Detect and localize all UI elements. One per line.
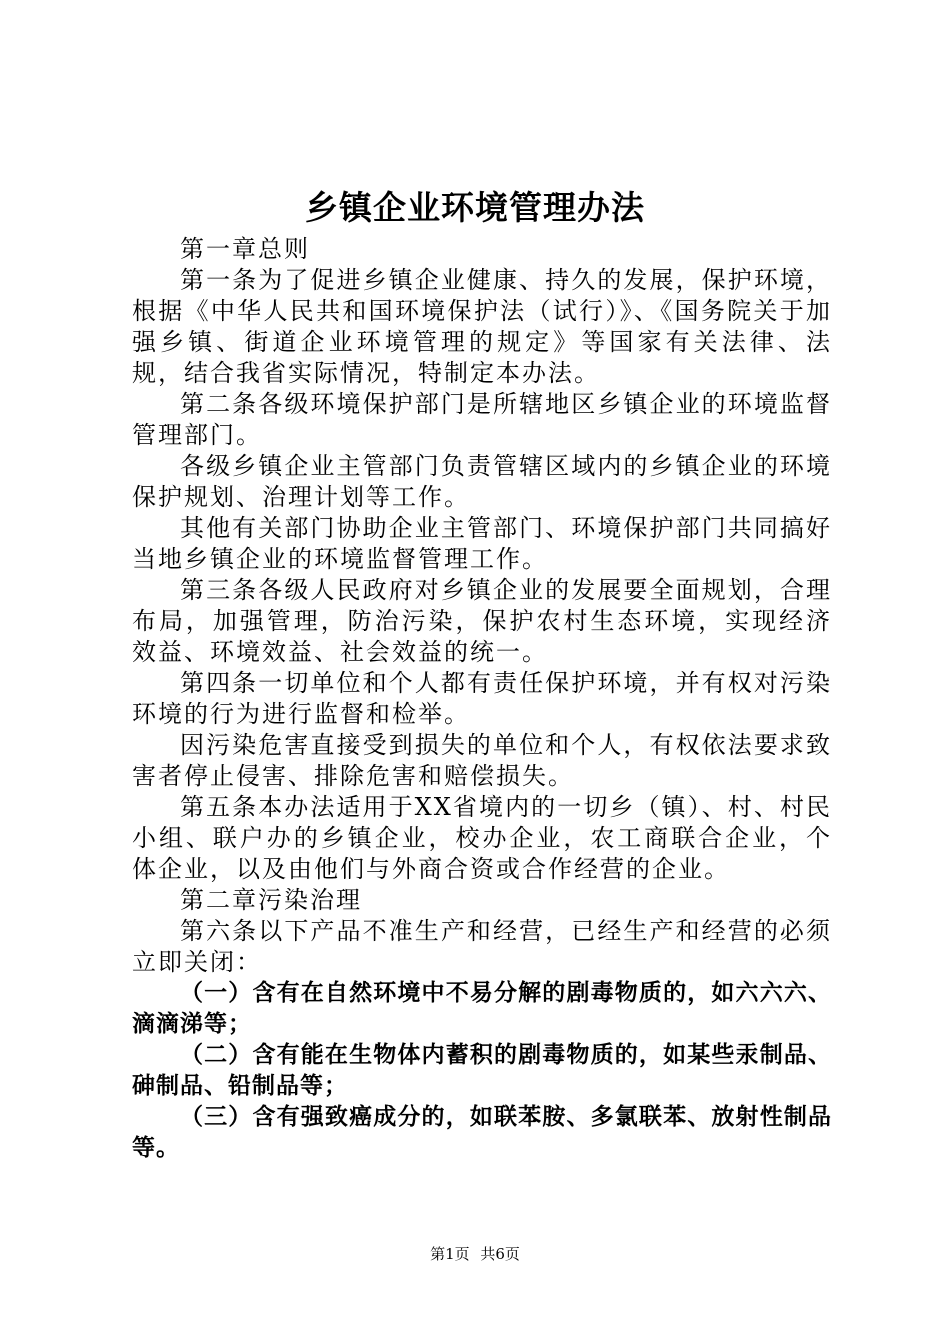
page-total: 共6页 [480,1245,520,1263]
list-item: （二）含有能在生物体内蓄积的剧毒物质的，如某些汞制品、砷制品、铅制品等； [132,1042,832,1099]
article-paragraph: 第六条以下产品不准生产和经营，已经生产和经营的必须立即关闭： [132,917,832,976]
article-paragraph: 第二条各级环境保护部门是所辖地区乡镇企业的环境监督管理部门。 [132,390,832,449]
article-paragraph: 第四条一切单位和个人都有责任保护环境，并有权对污染环境的行为进行监督和检举。 [132,669,832,728]
document-title: 乡镇企业环境管理办法 [305,188,645,227]
chapter-heading: 第一章总则 [180,235,310,263]
page-number: 第1页 [430,1245,470,1263]
chapter-heading: 第二章污染治理 [180,886,362,914]
article-paragraph: 第一条为了促进乡镇企业健康、持久的发展，保护环境，根据《中华人民共和国环境保护法（试行）》、《国务院关于加强乡镇、街道企业环境管理的规定》等国家有关法律、法规，结合我省实际情况，特制定本办法。 [132,266,832,387]
article-paragraph: 各级乡镇企业主管部门负责管辖区域内的乡镇企业的环境保护规划、治理计划等工作。 [132,452,832,511]
list-item: （一）含有在自然环境中不易分解的剧毒物质的，如六六六、滴滴涕等； [132,980,832,1037]
article-paragraph: 因污染危害直接受到损失的单位和个人，有权依法要求致害者停止侵害、排除危害和赔偿损失。 [132,731,832,790]
document-body [132,234,832,1164]
article-paragraph: 第三条各级人民政府对乡镇企业的发展要全面规划，合理布局，加强管理，防治污染，保护农村生态环境，实现经济效益、环境效益、社会效益的统一。 [132,576,832,666]
article-paragraph: 其他有关部门协助企业主管部门、环境保护部门共同搞好当地乡镇企业的环境监督管理工作。 [132,514,832,573]
article-paragraph: 第五条本办法适用于XX省境内的一切乡（镇）、村、村民小组、联户办的乡镇企业，校办企业，农工商联合企业，个体企业，以及由他们与外商合资或合作经营的企业。 [132,793,832,883]
list-item: （三）含有强致癌成分的，如联苯胺、多氯联苯、放射性制品等。 [132,1104,832,1161]
page-footer [0,1244,950,1264]
